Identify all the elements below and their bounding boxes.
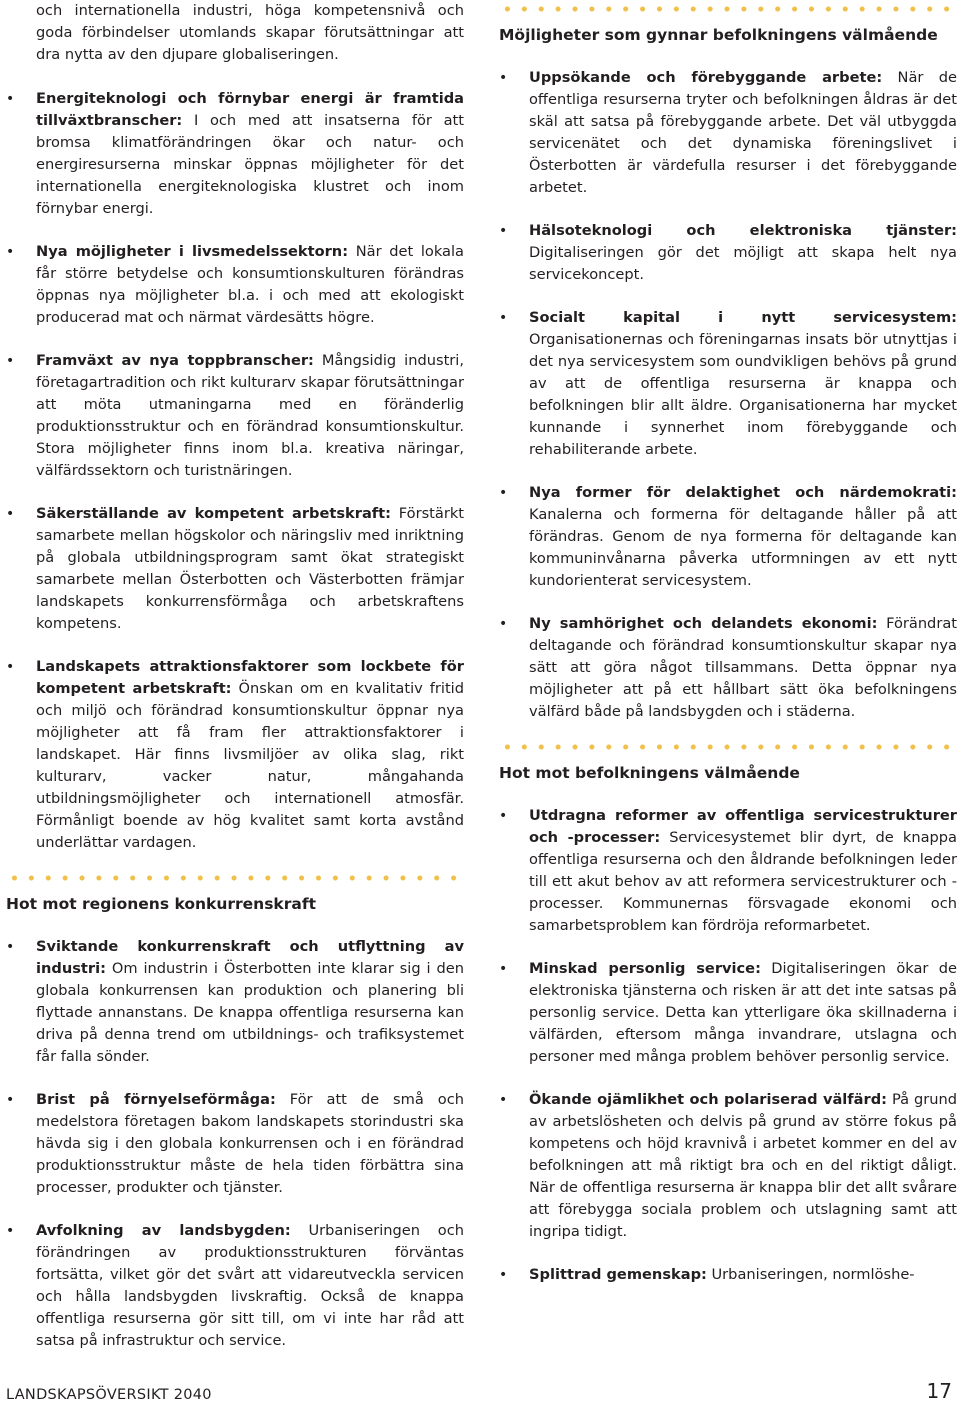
item-term: Säkerställande av kompetent arbetskraft:	[36, 505, 391, 522]
page-number: 17	[926, 1379, 952, 1403]
item-term: Hälsoteknologi och elektroniska tjänster:	[529, 222, 957, 239]
item-term: Ökande ojämlikhet och polariserad välfärd:	[529, 1091, 887, 1108]
item-term: Utdragna reformer av offentliga servicestrukturer och -processer:	[529, 807, 957, 846]
item-term: Uppsökande och förebyggande arbete:	[529, 69, 883, 86]
left-column	[6, 0, 464, 1373]
dotted-divider	[499, 744, 957, 750]
section-heading: Hot mot regionens konkurrenskraft	[6, 895, 316, 913]
list-item	[499, 958, 957, 1068]
list-item	[499, 1264, 957, 1286]
item-term: Splittrad gemenskap:	[529, 1266, 707, 1283]
item-text: Servicesystemet blir dyrt, de knappa offentliga resurserna och den åldrande befolkningen leder till ett akut behov av att reformera servicestrukturer och -processer. Kommunernas försvagade ekonomi och samarbetsproblem kan fördröja reformarbetet.	[529, 829, 957, 934]
list-item	[499, 220, 957, 286]
item-term: Landskapets attraktionsfaktorer som lockbete för kompetent arbetskraft:	[36, 658, 464, 697]
item-text: Urbaniseringen och förändringen av produktionsstrukturen förväntas fortsätta, vilket gör det svårt att vidareutveckla servicen och hålla landsbygden livskraftig. Också de knappa offentliga resurserna gör sitt till, om vi inte har råd att satsa på infrastruktur och service.	[36, 1222, 464, 1349]
right-column	[499, 0, 957, 1307]
item-text: Förändrat deltagande och förändrad konsumtionskultur skapar nya sätt att göra något tillsammans. Detta öppnar nya möjligheter att på ett hållbart sätt öka befolkningens välfärd både på landsbygden och i städerna.	[529, 615, 957, 720]
wellbeing-threats-list	[499, 805, 957, 1286]
list-item	[499, 805, 957, 937]
item-text: Urbaniseringen, normlöshe-	[706, 1266, 915, 1283]
item-text: När de offentliga resurserna tryter och befolkningen åldras är det skäl att satsa på förebyggande arbete. Det väl utbyggda servicenätet och det dynamiska föreningslivet i Österbotten är värdefulla resurser i det förebyggande arbetet.	[529, 69, 957, 196]
footer-title: LANDSKAPSÖVERSIKT 2040	[6, 1387, 212, 1403]
item-text: Digitaliseringen gör det möjligt att skapa helt nya servicekoncept.	[529, 244, 957, 283]
list-item	[6, 241, 464, 329]
list-item	[499, 482, 957, 592]
item-term: Ny samhörighet och delandets ekonomi:	[529, 615, 878, 632]
item-term: Sviktande konkurrenskraft och utflyttning av industri:	[36, 938, 464, 977]
list-item	[499, 1089, 957, 1243]
list-item	[6, 656, 464, 854]
item-text: När det lokala får större betydelse och konsumtionskulturen förändras öppnas nya möjligheter bl.a. i och med att ekologiskt producerad mat och närmat värdesätts högre.	[36, 243, 464, 326]
item-text: Förstärkt samarbete mellan högskolor och näringsliv med inriktning på globala utbildningsprogram samt ökat strategiskt samarbete mellan Österbotten och Västerbotten främjar landskapets konkurrensförmåga och arbetskraftens kompetens.	[36, 505, 465, 632]
item-text: För att de små och medelstora företagen bakom landskapets storindustri ska hävda sig i den globala konkurrensen och i en förändrad produktionsstruktur måste de hela tiden förbättra sina processer, produkter och tjänster.	[36, 1091, 464, 1196]
item-text: Kanalerna och formerna för deltagande håller på att förändras. Genom de nya formerna för deltagande kan kommuninvånarna påverka utformningen av ett nytt kundorienterat servicesystem.	[529, 506, 957, 589]
item-text: Digitaliseringen ökar de elektroniska tjänsterna och risken är att det inte satsas på personlig service. Detta kan ytterligare öka skillnaderna i välfärden, eftersom många invandrare, utslagna och personer med många problem behöver personlig service.	[529, 960, 957, 1065]
threats-list	[6, 936, 464, 1352]
item-text: I och med att insatserna för att bromsa klimatförändringen ökar och natur- och energiresurserna minskar öppnas möjligheter för det internationella energiteknologiska klustret och inom förnybar energi.	[36, 112, 464, 217]
item-term: Nya möjligheter i livsmedelssektorn:	[36, 243, 349, 260]
list-item	[6, 1220, 464, 1352]
list-item	[6, 88, 464, 220]
item-term: Energiteknologi och förnybar energi är framtida tillväxtbranscher:	[36, 90, 464, 129]
list-item	[6, 1089, 464, 1199]
item-text: Önskan om en kvalitativ fritid och miljö och förändrad konsumtionskultur öppnar nya möjligheter att få fram fler attraktionsfaktorer i landskapet. Här finns livsmiljöer av olika slag, rikt kulturarv, vacker natur, mångahanda utbildningsmöjligheter och internationell atmosfär. Förmånligt boende av hög kvalitet samt korta avstånd underlättar vardagen.	[36, 680, 464, 851]
item-text: På grund av arbetslösheten och delvis på grund av större fokus på kompetens och höjd kravnivå i arbetet kommer en del av befolkningen att må riktigt bra och en del riktigt dåligt. När de offentliga resurserna är knappa blir det allt svårare att förebygga sociala problem och utslagning samt att ingripa tidigt.	[529, 1091, 957, 1240]
item-text: Mångsidig industri, företagartradition och rikt kulturarv skapar förutsättningar att möta utmaningarna med en föränderlig produktionsstruktur och en förändrad konsumtionskultur. Stora möjligheter finns inom bl.a. kreativa näringar, välfärdssektorn och turistnäringen.	[36, 352, 464, 479]
item-term: Nya former för delaktighet och närdemokrati:	[529, 484, 957, 501]
list-item	[6, 503, 464, 635]
item-text: Om industrin i Österbotten inte klarar sig i den globala konkurrensen kan produktion och planering bli flyttade annanstans. De knappa offentliga resurserna kan driva på denna trend om utbildnings- och trafiksystemet får falla sönder.	[36, 960, 464, 1065]
dotted-divider	[6, 875, 464, 881]
item-term: Avfolkning av landsbygden:	[36, 1222, 291, 1239]
item-text: Organisationernas och föreningarnas insats bör utnyttjas i det nya servicesystem som oundvikligen behövs på grund av att de offentliga resurserna är knappa och befolkningen blir allt äldre. Organisationerna har mycket kunnande i synnerhet inom förebyggande och rehabiliterande arbete.	[529, 331, 957, 458]
section-heading: Möjligheter som gynnar befolkningens välmående	[499, 26, 938, 44]
opportunities-list	[6, 88, 464, 854]
list-item	[6, 350, 464, 482]
item-term: Brist på förnyelseförmåga:	[36, 1091, 276, 1108]
list-item	[6, 936, 464, 1068]
dotted-divider	[499, 6, 957, 12]
item-term: Framväxt av nya toppbranscher:	[36, 352, 314, 369]
item-term: Minskad personlig service:	[529, 960, 761, 977]
wellbeing-opportunities-list	[499, 67, 957, 723]
list-item	[499, 613, 957, 723]
item-term: Socialt kapital i nytt servicesystem:	[529, 309, 957, 326]
list-item	[499, 307, 957, 461]
intro-paragraph: och internationella industri, höga kompetensnivå och goda förbindelser utomlands skapar förutsättningar att dra nytta av den djupare globaliseringen.	[36, 2, 464, 63]
section-heading: Hot mot befolkningens välmående	[499, 764, 800, 782]
list-item	[499, 67, 957, 199]
